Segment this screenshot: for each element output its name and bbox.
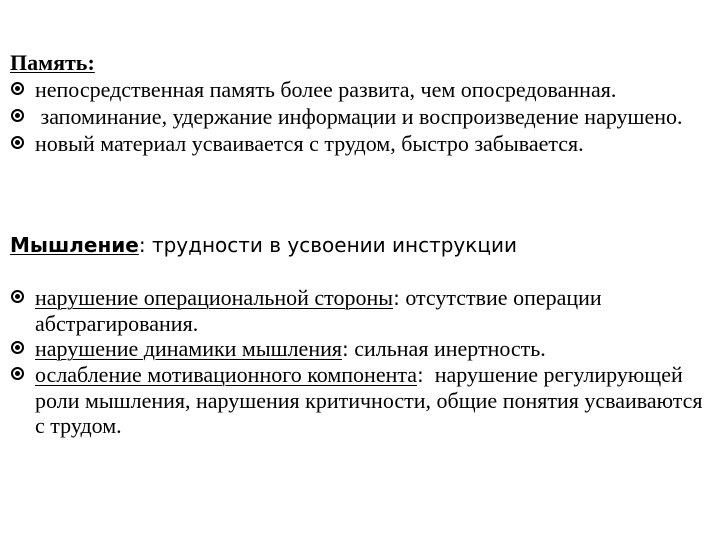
circled-dot-bullet-icon bbox=[11, 290, 24, 303]
thinking-list bbox=[10, 285, 715, 438]
circled-dot-bullet-icon bbox=[11, 109, 24, 122]
memory-item-text: новый материал усваивается с трудом, быстро забывается. bbox=[35, 131, 584, 156]
thinking-heading-label: Мышление bbox=[10, 233, 139, 257]
thinking-item-term: ослабление мотивационного компонента bbox=[35, 362, 418, 387]
thinking-item-term: нарушение операциональной стороны bbox=[35, 285, 394, 310]
thinking-item-separator: : bbox=[417, 363, 424, 387]
circled-dot-bullet-icon bbox=[11, 82, 24, 95]
memory-item-text: непосредственная память более развита, чем опосредованная. bbox=[35, 77, 617, 102]
circled-dot-bullet-icon bbox=[11, 341, 24, 354]
list-item bbox=[10, 104, 715, 129]
thinking-item-separator: : bbox=[393, 286, 400, 310]
thinking-item-text: отсутствие операции абстрагирования. bbox=[35, 285, 608, 336]
list-item bbox=[10, 285, 715, 336]
circled-dot-bullet-icon bbox=[11, 367, 24, 380]
circled-dot-bullet-icon bbox=[11, 136, 24, 149]
thinking-item-text: нарушение регулирующей роли мышления, нарушения критичности, общие понятия усваиваются с трудом. bbox=[35, 362, 709, 438]
list-item bbox=[10, 362, 715, 438]
memory-list bbox=[10, 77, 715, 158]
list-item bbox=[10, 131, 715, 156]
thinking-heading-colon: : bbox=[138, 233, 146, 257]
list-item bbox=[10, 336, 715, 362]
thinking-item-term: нарушение динамики мышления bbox=[35, 336, 342, 361]
thinking-item-text: сильная инертность. bbox=[348, 336, 546, 361]
list-item bbox=[10, 77, 715, 102]
thinking-item-separator: : bbox=[341, 337, 349, 361]
thinking-heading bbox=[10, 232, 517, 258]
thinking-heading-text: трудности в усвоении инструкции bbox=[145, 233, 517, 257]
memory-item-text: запоминание, удержание информации и воспроизведение нарушено. bbox=[35, 104, 683, 129]
memory-heading: Память: bbox=[10, 50, 95, 75]
